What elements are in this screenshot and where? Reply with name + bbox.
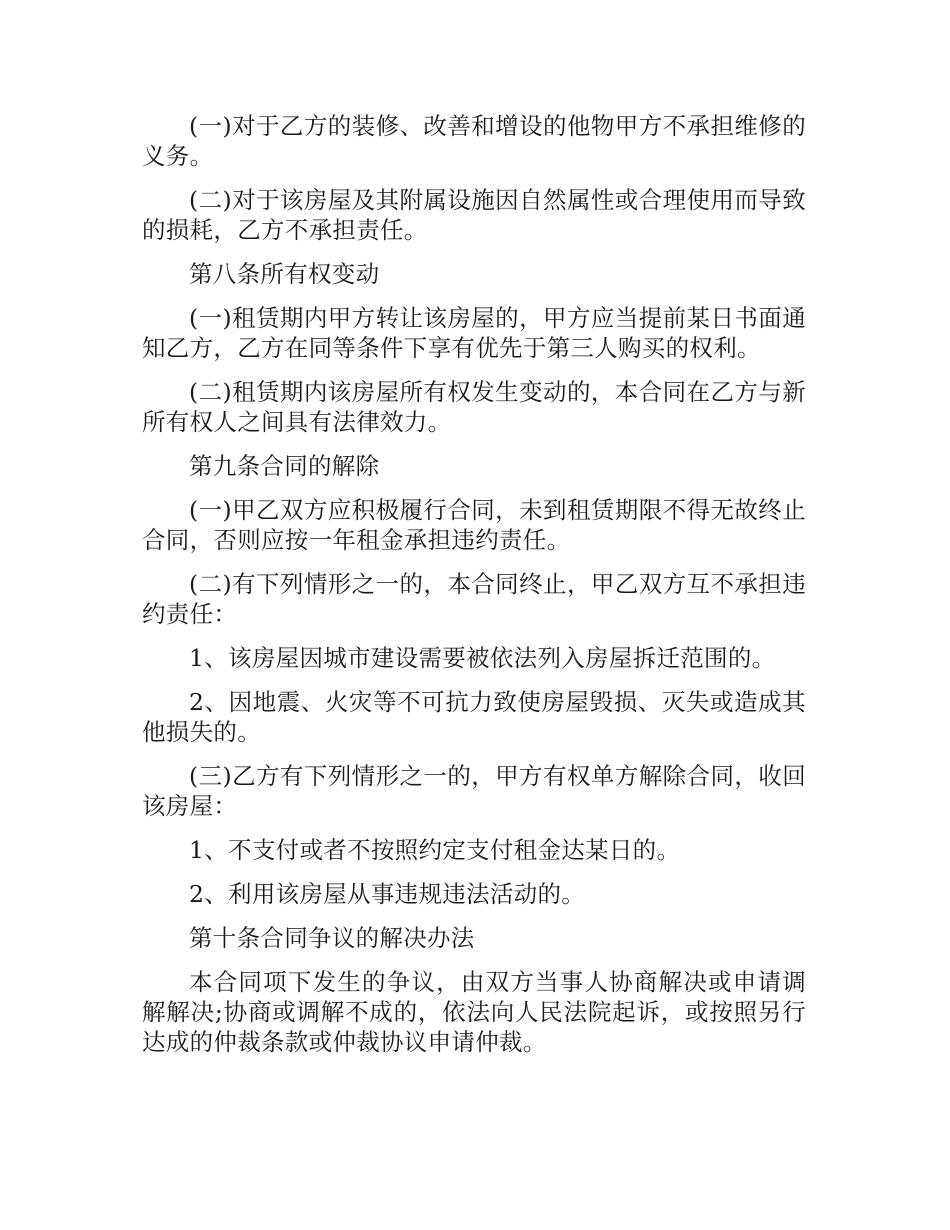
clause-9-item-3-sub-1: 1、不支付或者不按照约定支付租金达某日的。 bbox=[189, 836, 681, 864]
clause-7-item-2: (二)对于该房屋及其附属设施因自然属性或合理使用而导致的损耗，乙方不承担责任。 bbox=[142, 186, 806, 244]
clause-10-heading: 第十条合同争议的解决办法 bbox=[189, 924, 475, 952]
clause-9-item-2-sub-2: 2、因地震、火灾等不可抗力致使房屋毁损、灭失或造成其他损失的。 bbox=[142, 688, 806, 746]
clause-9-item-1: (一)甲乙双方应积极履行合同，未到租赁期限不得无故终止合同，否则应按一年租金承担违约责任。 bbox=[142, 496, 806, 554]
clause-9-item-2: (二)有下列情形之一的，本合同终止，甲乙双方互不承担违约责任： bbox=[142, 570, 806, 628]
clause-8-item-2: (二)租赁期内该房屋所有权发生变动的，本合同在乙方与新所有权人之间具有法律效力。 bbox=[142, 378, 806, 436]
clause-9-item-2-sub-1: 1、该房屋因城市建设需要被依法列入房屋拆迁范围的。 bbox=[189, 644, 776, 672]
clause-8-heading: 第八条所有权变动 bbox=[189, 260, 380, 288]
document-page bbox=[142, 111, 806, 1071]
clause-8-item-1: (一)租赁期内甲方转让该房屋的，甲方应当提前某日书面通知乙方，乙方在同等条件下享有优先于第三人购买的权利。 bbox=[142, 304, 806, 362]
clause-9-heading: 第九条合同的解除 bbox=[189, 452, 380, 480]
clause-10-body: 本合同项下发生的争议，由双方当事人协商解决或申请调解解决;协商或调解不成的，依法向人民法院起诉，或按照另行达成的仲裁条款或仲裁协议申请仲裁。 bbox=[142, 968, 806, 1056]
clause-9-item-3-sub-2: 2、利用该房屋从事违规违法活动的。 bbox=[189, 880, 586, 908]
clause-9-item-3: (三)乙方有下列情形之一的，甲方有权单方解除合同，收回该房屋： bbox=[142, 762, 806, 820]
clause-7-item-1: (一)对于乙方的装修、改善和增设的他物甲方不承担维修的义务。 bbox=[142, 112, 806, 170]
